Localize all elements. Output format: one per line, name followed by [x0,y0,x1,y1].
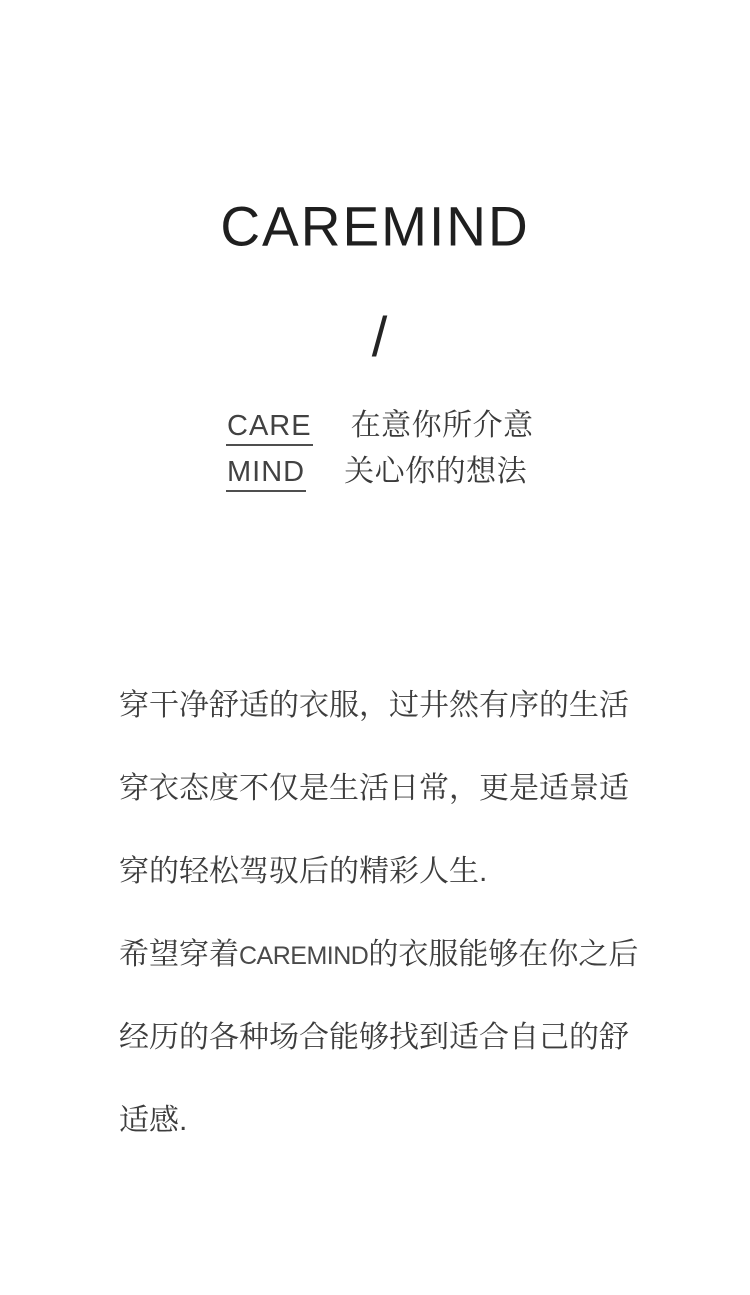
body-line-5: 经历的各种场合能够找到适合自己的舒 [119,1021,629,1054]
body-line-6: 适感. [119,1104,188,1137]
tagline-desc-mind: 关心你的想法 [344,455,528,488]
body-line-4 [119,913,679,996]
divider-slash: / [371,305,388,368]
brand-logo: CAREMIND [220,194,530,258]
body-line-2: 穿衣态度不仅是生活日常，更是适景适 [119,772,629,805]
tagline-word-mind: MIND [226,458,306,492]
body-line-3: 穿的轻松驾驭后的精彩人生. [119,855,488,888]
tagline-row-care [226,411,534,457]
body-line-1: 穿干净舒适的衣服，过井然有序的生活 [119,689,629,722]
tagline-desc-care: 在意你所介意 [350,409,534,442]
inline-brand-name: CAREMIND [239,942,369,970]
tagline-word-care: CARE [226,412,313,446]
brand-tagline [226,411,534,503]
body-line-4-suffix: 的衣服能够在你之后 [368,938,639,971]
intro-paragraph [119,664,679,1162]
body-line-4-prefix: 希望穿着 [119,938,239,971]
tagline-row-mind [226,457,534,503]
